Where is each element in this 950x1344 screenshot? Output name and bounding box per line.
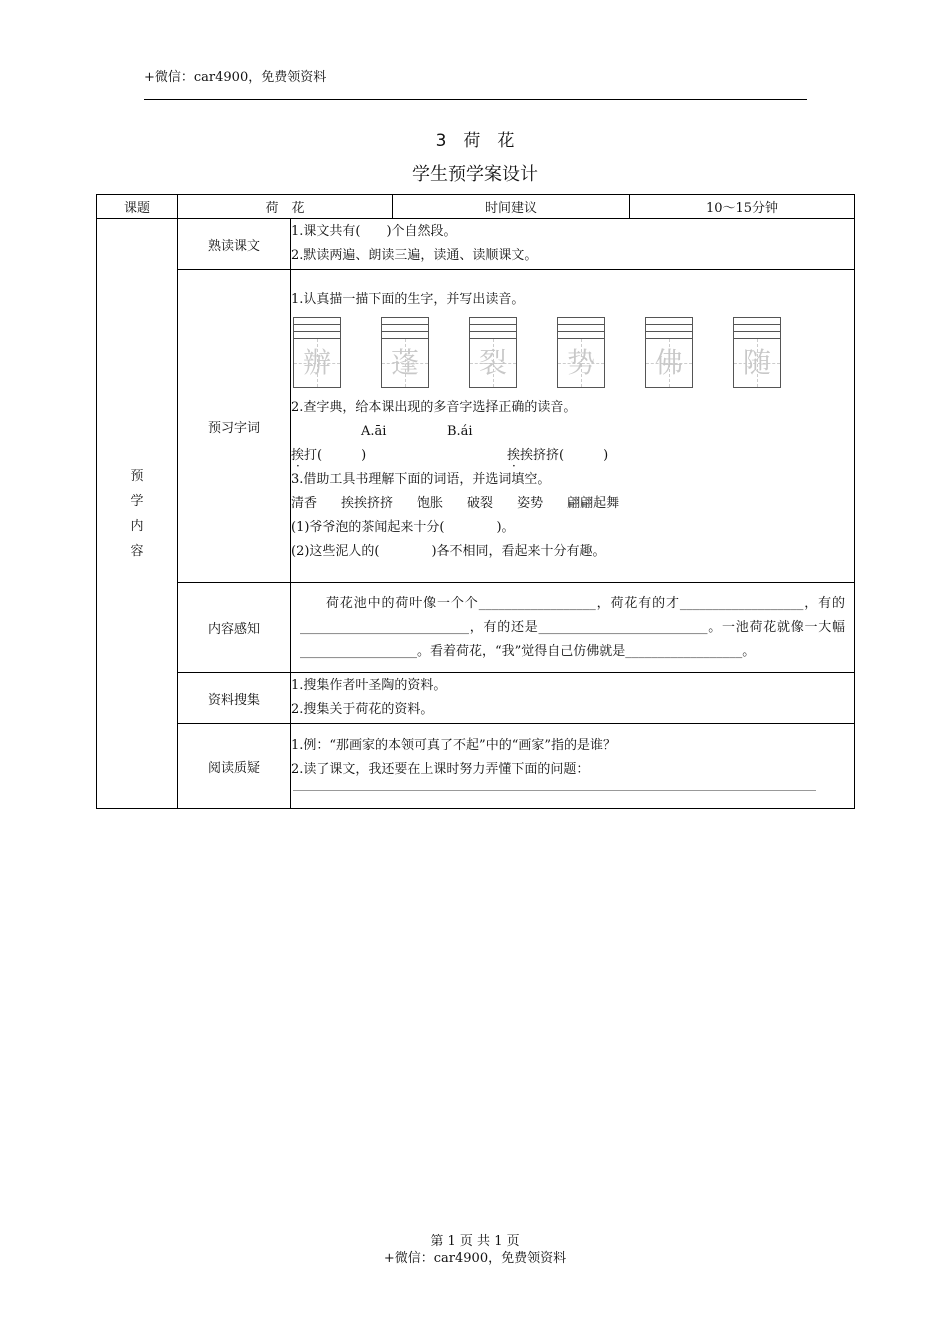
topic-value: 荷 花 [178, 195, 393, 219]
section-char: 预 [130, 468, 144, 484]
questions-content [291, 724, 855, 809]
word-bank [291, 492, 854, 516]
research-content [291, 673, 855, 724]
answer-line[interactable] [293, 790, 816, 792]
polyphone-a[interactable]: 挨打( ) · [291, 444, 507, 468]
word: 挨挨挤挤 [341, 496, 394, 511]
char-grid [645, 338, 693, 388]
section-char: 学 [130, 493, 144, 509]
char-box[interactable] [557, 317, 605, 388]
vocab-label: 预习字词 [178, 270, 291, 583]
char-box[interactable] [645, 317, 693, 388]
content-label: 内容感知 [178, 583, 291, 673]
char-box[interactable] [293, 317, 341, 388]
lesson-title: 3 荷 花 [435, 131, 515, 151]
polyphone-row [291, 444, 854, 468]
vocab-q2: 2.查字典，给本课出现的多音字选择正确的读音。 [291, 400, 577, 415]
reading-label: 熟读课文 [178, 219, 291, 270]
research-label: 资料搜集 [178, 673, 291, 724]
section-label [97, 219, 178, 809]
pinyin-lines [381, 317, 429, 338]
reading-content [291, 219, 855, 270]
questions-line: 1.例：“那画家的本领可真了不起”中的“画家”指的是谁？ [291, 738, 616, 753]
vocab-q3: 3.借助工具书理解下面的词语，并选词填空。 [291, 472, 551, 487]
content-cell [291, 583, 855, 673]
fill-blank-2[interactable]: (2)这些泥人的( )各不相同，看起来十分有趣。 [291, 544, 606, 559]
research-line: 2.搜集关于荷花的资料。 [291, 702, 434, 717]
page-number: 第 1 页 共 1 页 [430, 1234, 520, 1249]
char-grid [733, 338, 781, 388]
word: 翩翩起舞 [567, 496, 620, 511]
time-value: 10～15分钟 [630, 195, 855, 219]
char: 佛 [654, 346, 683, 379]
pinyin-lines [293, 317, 341, 338]
fill-blank-1[interactable]: (1)爷爷泡的茶闻起来十分( )。 [291, 520, 515, 535]
char-box[interactable] [469, 317, 517, 388]
char-grid [557, 338, 605, 388]
section-char: 内 [130, 518, 144, 534]
prestudy-table [96, 194, 855, 809]
vocab-q1: 1.认真描一描下面的生字，并写出读音。 [291, 292, 525, 307]
vocab-content [291, 270, 855, 583]
char-grid [469, 338, 517, 388]
questions-label: 阅读质疑 [178, 724, 291, 809]
option-a: A.āi [361, 424, 387, 439]
char: 随 [742, 346, 771, 379]
word: 破裂 [467, 496, 494, 511]
char-grid [293, 338, 341, 388]
pinyin-lines [733, 317, 781, 338]
section-char: 容 [130, 543, 144, 559]
footer-text: +微信：car4900，免费领资料 [383, 1251, 567, 1266]
option-b: B.ái [447, 424, 473, 439]
topic-label: 课题 [97, 195, 178, 219]
char-practice-row [293, 317, 854, 388]
char-box[interactable] [733, 317, 781, 388]
pinyin-lines [469, 317, 517, 338]
pinyin-lines [645, 317, 693, 338]
pinyin-lines [557, 317, 605, 338]
word: 姿势 [517, 496, 544, 511]
content-paragraph[interactable]: 荷花池中的荷叶像一个个__________________，荷花有的才___________________，有的__________________________，有的还是__________________________。一池荷花就像一大幅__________________。看着荷花，“我”觉得自己仿佛就是__________________。 [300, 595, 846, 659]
pinyin-options [291, 420, 854, 444]
header-divider [144, 99, 807, 100]
char: 蓬 [390, 346, 419, 379]
research-line: 1.搜集作者叶圣陶的资料。 [291, 678, 447, 693]
char: 辦 [302, 346, 331, 379]
time-label: 时间建议 [393, 195, 630, 219]
char-grid [381, 338, 429, 388]
word: 清香 [291, 496, 318, 511]
header-text: +微信：car4900，免费领资料 [144, 70, 327, 85]
char-box[interactable] [381, 317, 429, 388]
page-subtitle: 学生预学案设计 [412, 164, 538, 185]
questions-line: 2.读了课文，我还要在上课时努力弄懂下面的问题： [291, 762, 590, 777]
polyphone-b[interactable]: 挨挨挤挤( ) · [507, 444, 608, 468]
reading-line: 1.课文共有( )个自然段。 [291, 224, 457, 239]
char: 裂 [478, 346, 507, 379]
char: 势 [566, 346, 595, 379]
reading-line: 2.默读两遍、朗读三遍，读通、读顺课文。 [291, 248, 538, 263]
word: 饱胀 [417, 496, 444, 511]
